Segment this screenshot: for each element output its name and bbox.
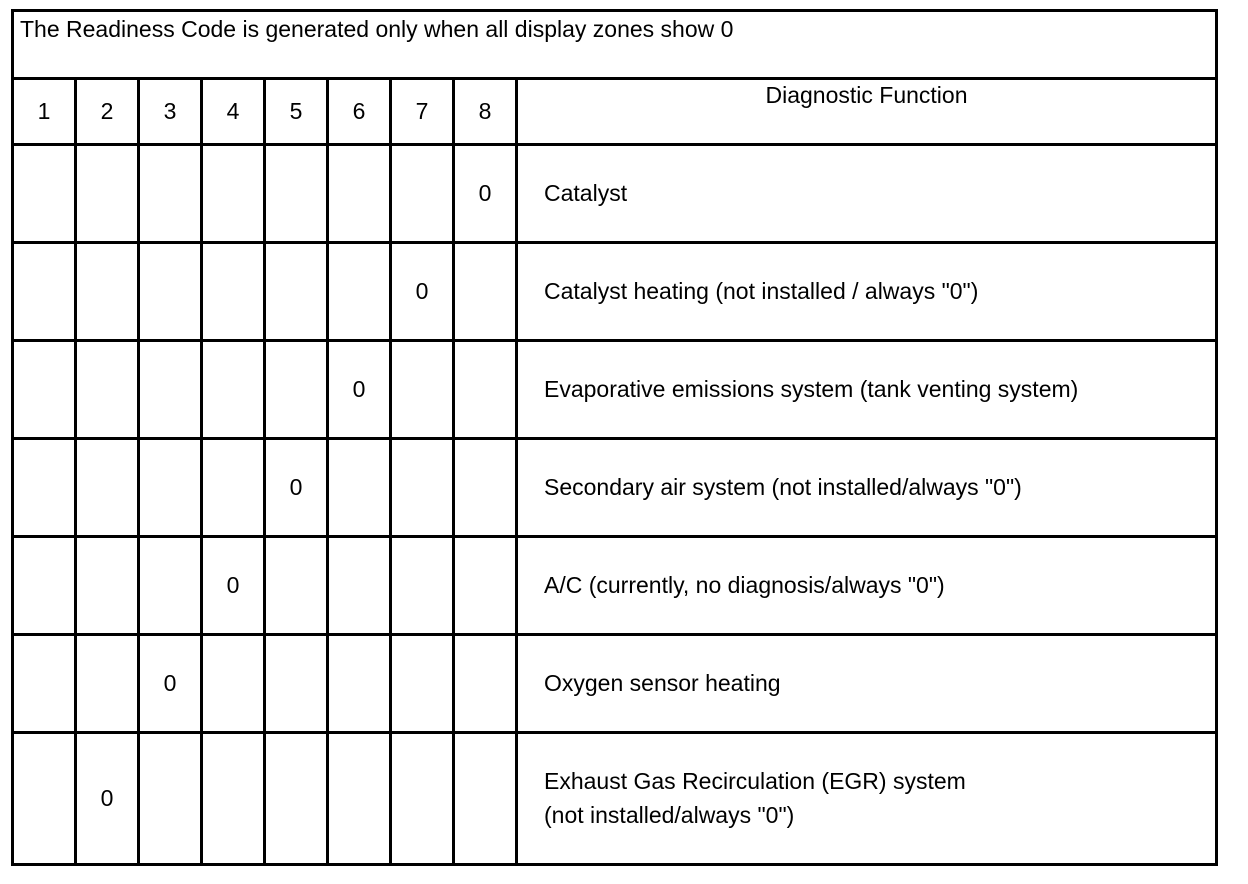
- zone-cell-3: [139, 537, 202, 635]
- zone-cell-7: [391, 439, 454, 537]
- zone-header-8: 8: [454, 79, 517, 145]
- zone-cell-2: [76, 439, 139, 537]
- diagnostic-function-text: Oxygen sensor heating: [544, 669, 781, 696]
- zone-cell-7: [391, 145, 454, 243]
- zone-cell-3: [139, 439, 202, 537]
- zone-cell-4: 0: [202, 537, 265, 635]
- zone-cell-8: [454, 439, 517, 537]
- zone-cell-5: [265, 635, 328, 733]
- diagnostic-function-cell: [517, 341, 1217, 439]
- diagnostic-function-text: Evaporative emissions system (tank venting system): [544, 375, 1079, 402]
- zone-cell-1: [13, 439, 76, 537]
- zone-cell-5: [265, 145, 328, 243]
- table-row: [13, 733, 1217, 865]
- zone-cell-3: [139, 243, 202, 341]
- zone-cell-3: 0: [139, 635, 202, 733]
- zone-cell-5: [265, 243, 328, 341]
- table-row: [13, 243, 1217, 341]
- zone-cell-8: [454, 537, 517, 635]
- diagnostic-function-cell: [517, 145, 1217, 243]
- table-title: The Readiness Code is generated only when all display zones show 0: [13, 11, 1217, 79]
- diagnostic-function-cell: [517, 243, 1217, 341]
- zone-cell-6: [328, 439, 391, 537]
- diagnostic-function-cell: [517, 537, 1217, 635]
- zone-header-4: 4: [202, 79, 265, 145]
- zone-cell-2: [76, 145, 139, 243]
- diagnostic-function-text: Catalyst: [544, 179, 628, 206]
- zone-cell-5: [265, 733, 328, 865]
- zone-cell-3: [139, 145, 202, 243]
- zone-header-3: 3: [139, 79, 202, 145]
- zone-cell-2: [76, 537, 139, 635]
- table-row: [13, 537, 1217, 635]
- zone-cell-6: [328, 537, 391, 635]
- zone-cell-1: [13, 733, 76, 865]
- zone-cell-6: [328, 733, 391, 865]
- zone-cell-4: [202, 145, 265, 243]
- zone-cell-1: [13, 243, 76, 341]
- zone-cell-4: [202, 341, 265, 439]
- zone-cell-6: 0: [328, 341, 391, 439]
- zone-cell-8: [454, 733, 517, 865]
- zone-header-7: 7: [391, 79, 454, 145]
- zone-cell-2: [76, 635, 139, 733]
- diagnostic-function-text: Catalyst heating (not installed / always "0"): [544, 277, 979, 304]
- zone-cell-8: 0: [454, 145, 517, 243]
- zone-cell-7: [391, 733, 454, 865]
- zone-cell-4: [202, 733, 265, 865]
- zone-cell-7: [391, 537, 454, 635]
- zone-cell-3: [139, 733, 202, 865]
- table-row: [13, 145, 1217, 243]
- zone-cell-1: [13, 145, 76, 243]
- zone-header-5: 5: [265, 79, 328, 145]
- diagnostic-function-cell: [517, 733, 1217, 865]
- zone-cell-4: [202, 243, 265, 341]
- zone-cell-8: [454, 635, 517, 733]
- table-row: [13, 439, 1217, 537]
- table-row: [13, 635, 1217, 733]
- zone-cell-6: [328, 635, 391, 733]
- zone-cell-1: [13, 341, 76, 439]
- title-row: [13, 11, 1217, 79]
- zone-cell-2: [76, 243, 139, 341]
- readiness-code-table: [11, 9, 1218, 866]
- zone-cell-7: [391, 635, 454, 733]
- zone-cell-2: 0: [76, 733, 139, 865]
- zone-cell-1: [13, 635, 76, 733]
- diagnostic-function-cell: [517, 439, 1217, 537]
- zone-cell-3: [139, 341, 202, 439]
- zone-header-6: 6: [328, 79, 391, 145]
- header-row: [13, 79, 1217, 145]
- zone-cell-5: [265, 341, 328, 439]
- zone-header-2: 2: [76, 79, 139, 145]
- diagnostic-function-text: (not installed/always "0"): [544, 801, 795, 828]
- zone-cell-7: [391, 341, 454, 439]
- zone-cell-4: [202, 635, 265, 733]
- table-row: [13, 341, 1217, 439]
- zone-cell-8: [454, 243, 517, 341]
- zone-cell-1: [13, 537, 76, 635]
- diagnostic-function-cell: [517, 635, 1217, 733]
- zone-cell-6: [328, 145, 391, 243]
- zone-cell-8: [454, 341, 517, 439]
- zone-cell-5: 0: [265, 439, 328, 537]
- diagnostic-function-text: A/C (currently, no diagnosis/always "0"): [544, 571, 945, 598]
- diagnostic-function-text: Exhaust Gas Recirculation (EGR) system: [544, 768, 966, 795]
- diagnostic-function-header: Diagnostic Function: [517, 79, 1217, 145]
- diagnostic-function-text: Secondary air system (not installed/always "0"): [544, 473, 1022, 500]
- zone-cell-7: 0: [391, 243, 454, 341]
- zone-cell-2: [76, 341, 139, 439]
- zone-cell-5: [265, 537, 328, 635]
- zone-cell-4: [202, 439, 265, 537]
- zone-cell-6: [328, 243, 391, 341]
- zone-header-1: 1: [13, 79, 76, 145]
